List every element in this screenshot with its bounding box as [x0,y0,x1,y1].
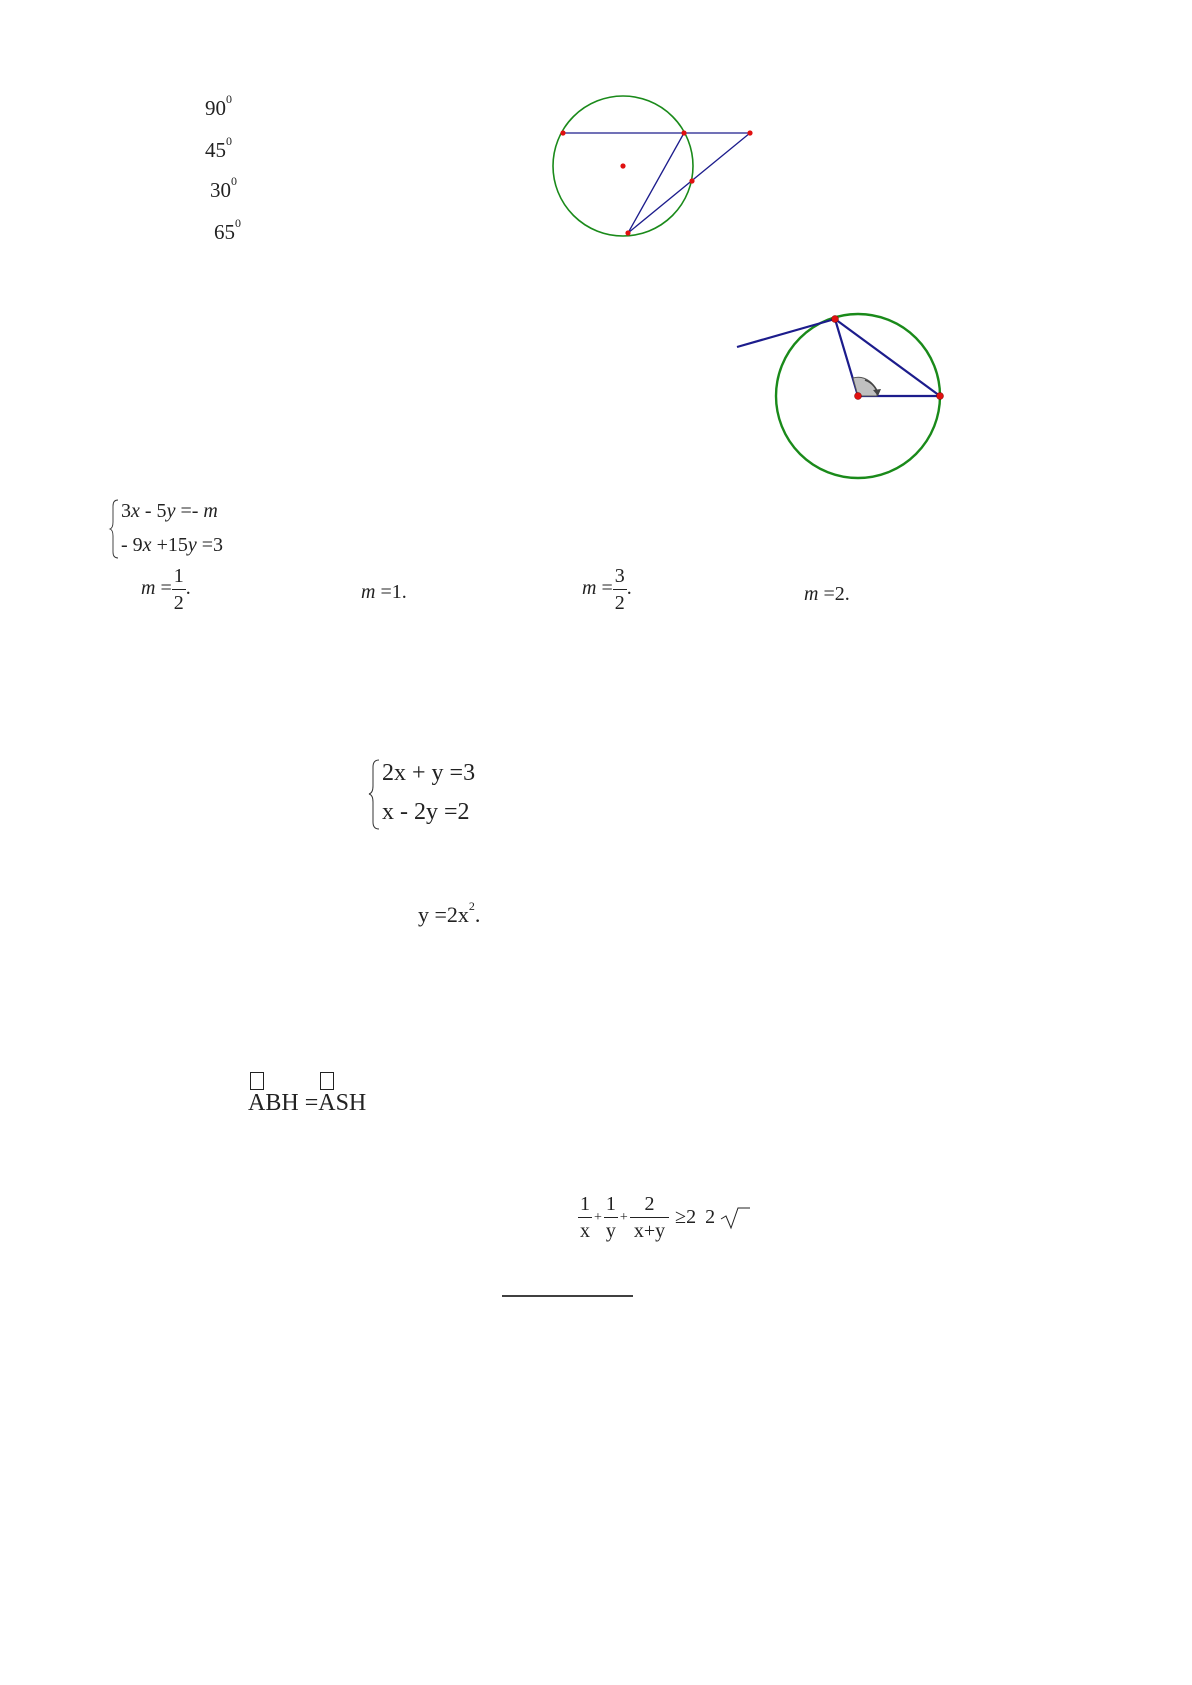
relation: ≥2 [675,1206,697,1228]
degree-mark: 0 [226,134,232,148]
brace-1 [110,500,118,558]
numerator: 2 [644,1193,655,1215]
var: m [361,581,376,603]
angle-lhs-rest: BH [265,1090,299,1116]
angle-value: 45 [205,138,226,162]
segment-1 [628,133,684,233]
m-option-b [361,581,407,604]
angle-value: 30 [210,178,231,202]
fraction [172,566,186,613]
system1-line1 [121,500,218,523]
exponent: 2 [468,899,475,913]
var: y [187,534,197,556]
fraction [630,1194,669,1241]
sqrt-sign [721,1208,750,1228]
var: x [142,534,152,556]
point [689,178,694,183]
coef: +15 [151,534,188,556]
denominator: 2 [172,589,186,613]
m-option-c [582,566,632,613]
denominator: 2 [613,589,627,613]
fraction [578,1194,592,1241]
var: m [203,500,218,522]
degree-mark: 0 [235,216,241,230]
coef: - 5 [139,500,167,522]
coef: 3 [121,500,131,522]
plus: + [619,1209,628,1225]
angle-rhs-vertex: A [318,1090,336,1116]
radicand: 2 [705,1206,716,1228]
period: . [185,577,191,600]
var: m [804,583,819,605]
angle-equation [248,1090,366,1117]
angle-value: 65 [214,220,235,244]
var: y [166,500,176,522]
segment-4 [835,319,940,396]
equation: 2x + y =3 [382,760,476,786]
parabola-equation [418,899,481,928]
var: m [582,577,597,600]
numerator: 1 [580,1193,590,1215]
fraction [613,566,627,613]
equals: = [298,1090,319,1116]
center-point [855,393,862,400]
angle-lhs-vertex: A [248,1090,266,1116]
equation-base: y =2x [418,902,469,927]
equals: =3 [196,534,224,556]
period: . [626,577,632,600]
angle-rhs-rest: SH [335,1090,367,1116]
denominator: x+y [630,1217,669,1241]
var: m [141,577,156,600]
m-option-d [804,583,850,606]
denominator: y [604,1217,618,1241]
equals: =2. [818,583,850,605]
degree-mark: 0 [231,174,237,188]
m-option-a [141,566,191,613]
numerator: 1 [173,565,184,587]
numerator: 1 [605,1193,616,1215]
numerator: 3 [614,565,625,587]
point [625,230,630,235]
equals: =1. [375,581,407,603]
var: x [131,500,140,522]
brace-2 [369,760,379,829]
equals: =- [175,500,204,522]
system1-line2 [121,534,223,557]
point [832,316,839,323]
center-point [620,163,625,168]
plus: + [594,1209,602,1225]
coef: - 9 [121,534,143,556]
denominator: x [578,1217,592,1241]
equation: x - 2y =2 [382,799,470,825]
point [937,393,944,400]
system2-line2 [382,799,470,826]
segment-2 [628,133,750,233]
inequality [578,1194,715,1241]
degree-mark: 0 [226,92,232,106]
point [681,130,686,135]
equals: = [155,577,172,600]
period: . [474,902,481,927]
tangent-line [737,319,835,347]
system2-line1 [382,760,475,787]
angle-value: 90 [205,96,226,120]
fraction [604,1194,618,1241]
point [747,130,752,135]
equals: = [596,577,613,600]
point [560,130,565,135]
